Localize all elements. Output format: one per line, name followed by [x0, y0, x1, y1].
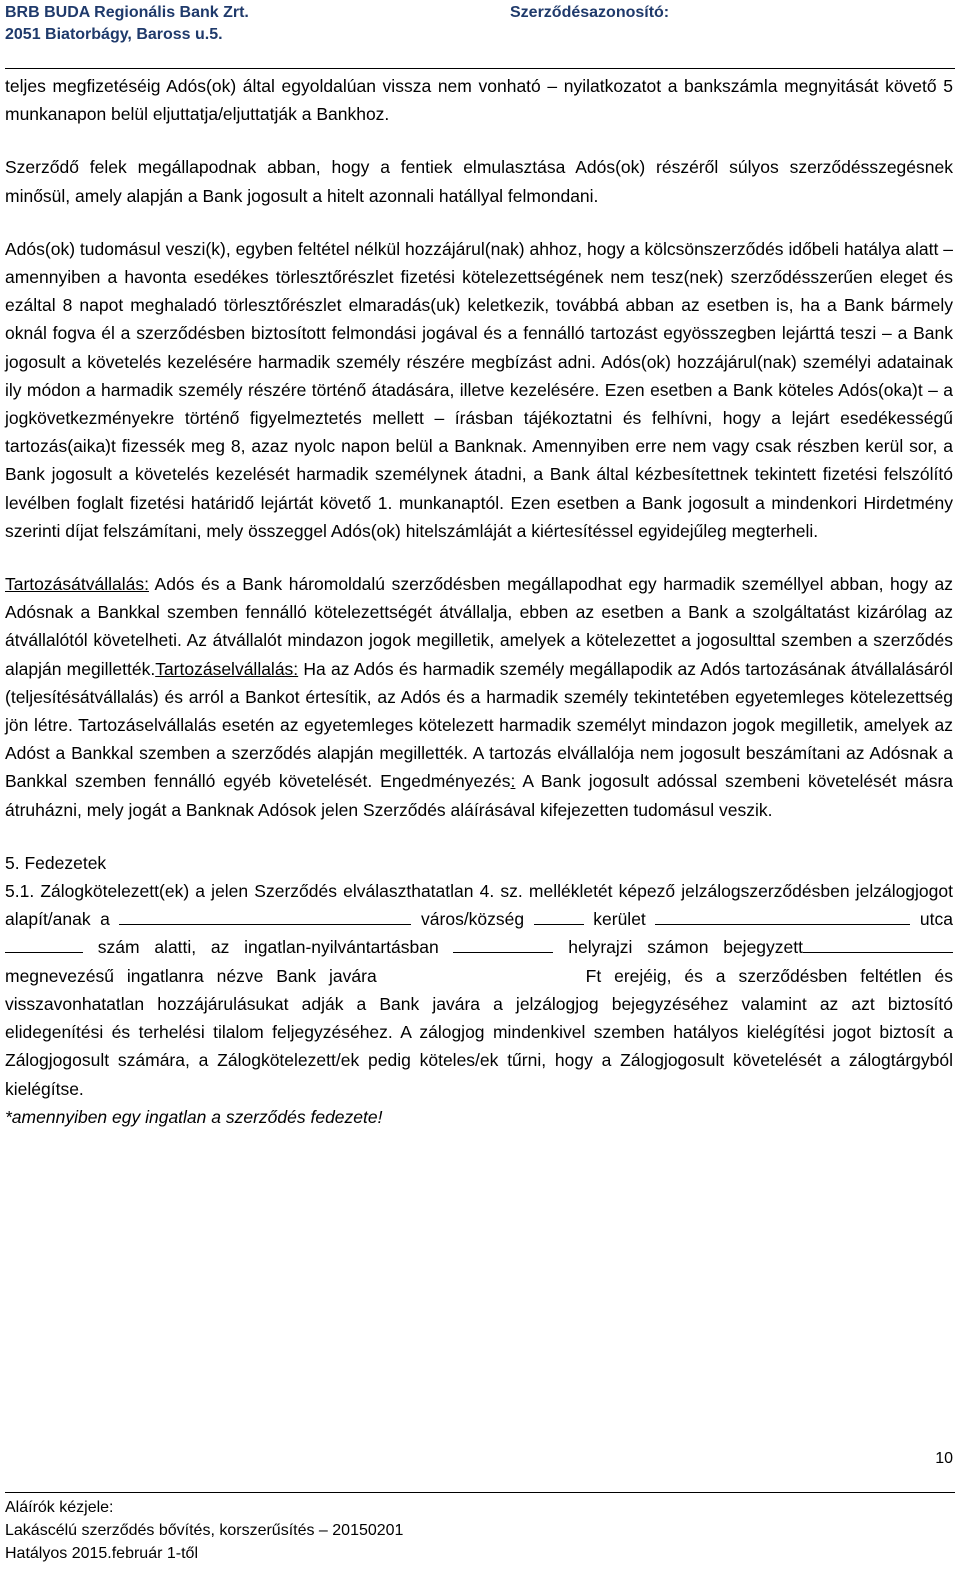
paragraph-2: Szerződő felek megállapodnak abban, hogy a fentiek elmulasztása Adós(ok) részéről súlyos szerződésszegésnek minősül, amely alapján a Bank jogosult a hitelt azonnali hatállyal felmondani.	[5, 157, 953, 206]
s51-text-b: város/község	[421, 909, 525, 930]
blank-city	[119, 906, 411, 925]
blank-parcel	[453, 934, 553, 953]
s51-text-a: 5.1. Zálogkötelezett(ek) a jelen Szerződés elválaszthatatlan 4. sz. mellékletét képező jelzálogszerződésben jelzálogjogot alapít/anak a	[5, 881, 953, 930]
effective-date: Hatályos 2015.február 1-től	[5, 1545, 198, 1562]
blank-description	[803, 934, 953, 953]
colon-engedmenyezes: :	[510, 771, 516, 792]
bank-address: 2051 Biatorbágy, Baross u.5.	[5, 26, 223, 43]
s51-text-c: kerület	[593, 909, 646, 930]
document-body	[5, 72, 953, 1131]
page-number: 10	[935, 1450, 953, 1467]
paragraph-1: teljes megfizetéséig Adós(ok) által egyoldalúan vissza nem vonható – nyilatkozatot a bankszámla megnyitását követő 5 munkanapon belül eljuttatja/eljuttatják a Bankhoz.	[5, 76, 953, 125]
heading-tartozaselvallalas: Tartozáselvállalás:	[155, 658, 299, 679]
s51-text-f: helyrajzi számon bejegyzett	[568, 937, 803, 958]
paragraph-3: Adós(ok) tudomásul veszi(k), egyben feltétel nélkül hozzájárul(nak) ahhoz, hogy a kölcsönszerződés időbeli hatálya alatt – amennyiben a havonta esedékes törlesztőrészlet fizetési kötelezettségének nem tesz(nek) szerződésszerűen eleget és ezáltal 8 napot meghaladó törlesztőrészlet elmaradás(uk) keletkezik, továbbá abban az esetben is, ha a Bank bármely oknál fogva él a szerződésben biztosított felmondási jogával és a fennálló tartozást egyösszegben lejárttá teszi – a Bank jogosult a követelés kezelésére harmadik személy részére megbízást adni. Adós(ok) hozzájárul(nak) személyi adatainak ily módon a harmadik személy részére történő átadására, illetve kezelésére. Ezen esetben a Bank köteles Adós(oka)t – a jogkövetkezményekre történő figyelmeztetés mellett – írásban tájékoztatni és felhívni, hogy a lejárt esedékességű tartozás(aika)t fizessék meg 8, azaz nyolc napon belül a Banknak. Amennyiben erre nem vagy csak részben kerül sor, a Bank jogosult a követelés kezelését harmadik személynek átadni, a Bank által kézbesítettnek tekintett fizetési felszólító levélben foglalt fizetési határidő lejártát követő 1. munkanaptól. Ezen esetben a Bank jogosult a mindenkori Hirdetmény szerinti díjat felszámítani, mely összeggel Adós(ok) hitelszámláját a kiértesítéssel egyidejűleg megterheli.	[5, 238, 953, 541]
blank-district	[655, 906, 910, 925]
bank-name: BRB BUDA Regionális Bank Zrt.	[5, 4, 249, 21]
page-header	[5, 0, 955, 69]
paragraph-4	[5, 570, 953, 824]
heading-tartozasatvallalas: Tartozásátvállalás:	[5, 574, 149, 595]
text-tartozaselvallalas: Ha az Adós és harmadik személy megállapodik az Adós tartozásának átvállalásáról (teljesítésátvállalás) és arról a Bankot értesítik, az Adós és a harmadik személy tekintetében egyetemleges kötelezettség jön létre. Tartozáselvállalás esetén az egyetemleges kötelezett harmadik személyt mindazon jogok megilletik, amelyek az Adóst a Bankkal szemben a szerződés alapján megillették. A tartozás elvállalója nem jogosult beszámítani az Adósnak a Bankkal szemben fennálló egyéb követelését. Engedményezés	[5, 658, 953, 792]
page-footer	[5, 1492, 955, 1565]
section-5-title: 5. Fedezetek	[5, 852, 107, 873]
contract-id-label: Szerződésazonosító:	[510, 4, 670, 21]
s51-text-g: megnevezésű ingatlanra nézve Bank javára	[5, 965, 377, 986]
s51-text-d: utca	[919, 909, 953, 930]
blank-street	[5, 934, 83, 953]
section-5-note: *amennyiben egy ingatlan a szerződés fedezete!	[5, 1106, 383, 1127]
text-tartozasatvallalas: Adós és a Bank háromoldalú szerződésben megállapodhat egy harmadik személlyel abban, hogy az Adósnak a Bankkal szemben fennálló kötelezettségét átvállalja, ebben az esetben a Bank a szolgáltatást kizárólag az átvállalótól követelheti. Az átvállalót mindazon jogok megilletik, amelyek a kötelezettet a jogosulttal szemben a szerződés alapján megillették.	[5, 574, 953, 679]
s51-text-e: szám alatti, az ingatlan-nyilvántartásban	[97, 937, 439, 958]
bank-info	[5, 2, 249, 46]
signatures-label: Aláírók kézjele:	[5, 1499, 114, 1516]
section-5-1	[5, 877, 953, 1103]
blank-city-2	[534, 906, 584, 925]
s51-text-h: Ft erejéig, és a szerződésben feltétlen és visszavonhatatlan hozzájárulásukat adják a Bank javára a jelzálogjog bejegyzéséhez valamint az azt biztosító elidegenítési és terhelési tilalom feljegyzéséhez. A zálogjog mindenkivel szemben hatályos kielégítési jogot biztosít a Zálogjogosult számára, a Zálogkötelezett/ek pedig köteles/ek tűrni, hogy a Zálogjogosult követelését a zálogtárgyból kielégítse.	[5, 965, 953, 1099]
document-title: Lakáscélú szerződés bővítés, korszerűsítés – 20150201	[5, 1522, 404, 1539]
text-engedmenyezes: A Bank jogosult adóssal szembeni követelését másra átruházni, mely jogát a Banknak Adósok jelen Szerződés aláírásával kifejezetten tudomásul veszik.	[5, 771, 954, 820]
